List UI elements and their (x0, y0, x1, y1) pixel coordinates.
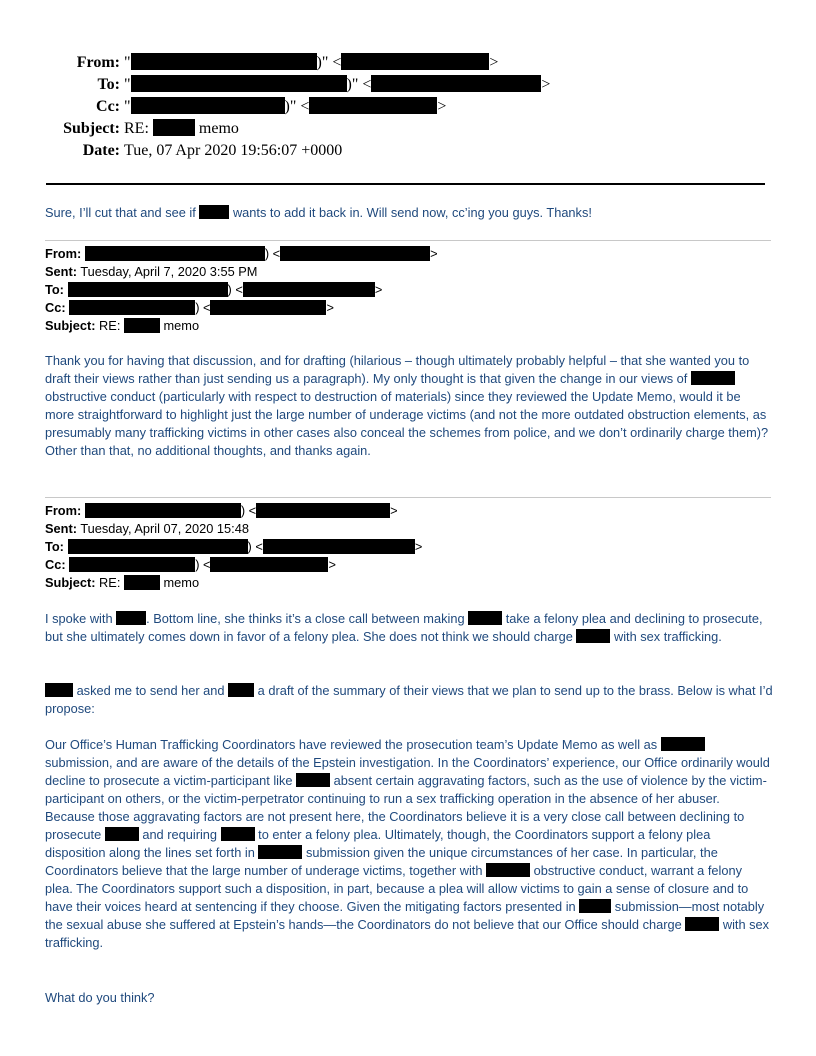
msg2-to-label: To: (45, 539, 64, 554)
msg2-text-part: I spoke with (45, 611, 113, 626)
redaction-box (116, 611, 146, 625)
redaction-box (69, 300, 195, 315)
redaction-box (243, 282, 375, 297)
msg1-sent-value: Tuesday, April 7, 2020 3:55 PM (80, 264, 258, 279)
redaction-box (199, 205, 229, 219)
subject-value (124, 118, 239, 140)
msg2-text-part: a draft of the summary of their views that we plan to send up to the brass. Below is what I’d propose: (45, 683, 773, 716)
msg2-text-part: take a felony plea and declining to prosecute, but she ultimately comes down in favor of a felony plea. She does not think we should charge (45, 611, 763, 644)
redaction-box (85, 246, 265, 261)
redaction-box (576, 629, 610, 643)
redaction-box (210, 300, 326, 315)
redaction-box (256, 503, 390, 518)
msg1-cc-label: Cc: (45, 300, 66, 315)
msg2-text-part: absent certain aggravating factors, such as the use of violence by the victim-participant on others, or the victim-perpetrator continuing to run a sex trafficking operation in the absence of her abuser. Because those aggravating factors are not present here, the Coordinators believe it is a very close call between declining to prosecute (45, 773, 767, 842)
message-separator (45, 240, 771, 241)
redaction-box (68, 282, 228, 297)
msg1-cc-row: Cc: ) < > (45, 300, 334, 315)
msg1-subject-suffix: memo (163, 318, 200, 333)
msg2-text-part: to enter a felony plea. Ultimately, though, the Coordinators support a felony plea disposition along the lines set forth in (45, 827, 711, 860)
from-label: From: (76, 54, 120, 71)
redaction-box (105, 827, 139, 841)
subject-suffix: memo (198, 120, 239, 137)
redaction-box (579, 899, 611, 913)
redaction-box (263, 539, 415, 554)
msg2-subject-row (45, 574, 422, 592)
msg2-text-part: submission given the unique circumstances of her case. In particular, the Coordinators believe that the large number of underage victims, together with (45, 845, 718, 878)
redaction-box (69, 557, 195, 572)
reply-text-part: wants to add it back in. Will send now, cc’ing you guys. Thanks! (232, 205, 592, 220)
msg1-from-row: From: ) < > (45, 246, 438, 261)
msg2-sent-value: Tuesday, April 07, 2020 15:48 (80, 521, 249, 536)
redaction-box (309, 97, 437, 114)
msg2-text-part: . Bottom line, she thinks it’s a close call between making (146, 611, 465, 626)
redaction-box (661, 737, 705, 751)
redaction-box (124, 318, 160, 333)
msg1-to-row: To: ) < > (45, 282, 383, 297)
redaction-box (221, 827, 255, 841)
to-label: To: (97, 76, 120, 93)
msg1-sent-label: Sent: (45, 264, 77, 279)
message1-header (45, 245, 438, 335)
msg2-subject-label: Subject: (45, 575, 96, 590)
msg2-sent-label: Sent: (45, 521, 77, 536)
header-divider (46, 183, 765, 185)
message2-paragraph-1 (45, 610, 773, 646)
msg1-subject-prefix: RE: (99, 318, 121, 333)
closing-question: What do you think? (45, 990, 155, 1005)
msg2-sent-row (45, 520, 422, 538)
message-separator (45, 497, 771, 498)
msg2-text-part: with sex trafficking. (613, 629, 722, 644)
redaction-box (131, 97, 285, 114)
redaction-box (468, 611, 502, 625)
msg2-cc-row: Cc: ) < > (45, 557, 336, 572)
redaction-box (124, 575, 160, 590)
redaction-box (691, 371, 735, 385)
redaction-box (131, 75, 347, 92)
redaction-box (280, 246, 430, 261)
date-value: Tue, 07 Apr 2020 19:56:07 +0000 (124, 142, 343, 159)
msg2-to-row: To: ) < > (45, 539, 423, 554)
msg1-from-label: From: (45, 246, 82, 261)
msg2-cc-label: Cc: (45, 557, 66, 572)
msg1-body-part: Thank you for having that discussion, and for drafting (hilarious – though ultimately probably helpful – that she wanted you to draft their views rather than just sending us a paragraph). My only thought is that given the change in our views of (45, 353, 750, 386)
subject-prefix: RE: (124, 120, 149, 137)
redaction-box (153, 119, 195, 136)
message2-paragraph-2 (45, 682, 773, 718)
redaction-box (131, 53, 317, 70)
redaction-box (85, 503, 241, 518)
msg2-text-part: Our Office’s Human Trafficking Coordinators have reviewed the prosecution team’s Update Memo as well as (45, 737, 658, 752)
message2-header (45, 502, 422, 592)
msg2-from-label: From: (45, 503, 82, 518)
reply-text (45, 204, 773, 222)
message1-body (45, 352, 773, 460)
msg2-text-part: and requiring (142, 827, 218, 842)
redaction-box (210, 557, 328, 572)
msg1-body-part: obstructive conduct (particularly with respect to destruction of materials) since they reviewed the Update Memo, would it be more straightforward to highlight just the large number of underage victims (and not the more outdated obstruction elements, as presumably many trafficking victims in other cases also conceal the schemes from police, and we don’t ordinarily charge them)? Other than that, no additional thoughts, and thanks again. (45, 389, 769, 458)
redaction-box (228, 683, 254, 697)
msg1-subject-label: Subject: (45, 318, 96, 333)
redaction-box (341, 53, 489, 70)
subject-label: Subject: (63, 120, 120, 137)
cc-value: " )" < > (124, 98, 447, 115)
reply-text-part: Sure, I’ll cut that and see if (45, 205, 196, 220)
redaction-box (685, 917, 719, 931)
redaction-box (371, 75, 541, 92)
msg2-text-part: submission—most notably the sexual abuse she suffered at Epstein’s hands—the Coordinators do not believe that our Office should charge (45, 899, 765, 932)
msg1-to-label: To: (45, 282, 64, 297)
redaction-box (68, 539, 248, 554)
msg2-subject-prefix: RE: (99, 575, 121, 590)
redaction-box (45, 683, 73, 697)
msg2-text-part: asked me to send her and (76, 683, 225, 698)
msg1-sent-row (45, 263, 438, 281)
msg2-text-part: submission, and are aware of the details of the Epstein investigation. In the Coordinators’ experience, our Office ordinarily would decline to prosecute a victim-participant like (45, 755, 770, 788)
to-value: " )" < > (124, 76, 551, 93)
message2-paragraph-3 (45, 736, 773, 952)
from-value: " )" < > (124, 54, 499, 71)
redaction-box (486, 863, 530, 877)
msg2-from-row: From: ) < > (45, 503, 398, 518)
msg2-subject-suffix: memo (163, 575, 200, 590)
redaction-box (296, 773, 330, 787)
msg1-subject-row (45, 317, 438, 335)
msg2-text-part: obstructive conduct, warrant a felony plea. The Coordinators support such a disposition, in part, because a plea will allow victims to gain a sense of closure and to have their voices heard at sentencing if they choose. Given the mitigating factors presented in (45, 863, 749, 914)
msg2-text-part: with sex trafficking. (45, 917, 770, 950)
cc-label: Cc: (96, 98, 120, 115)
date-label: Date: (82, 142, 120, 159)
redaction-box (258, 845, 302, 859)
